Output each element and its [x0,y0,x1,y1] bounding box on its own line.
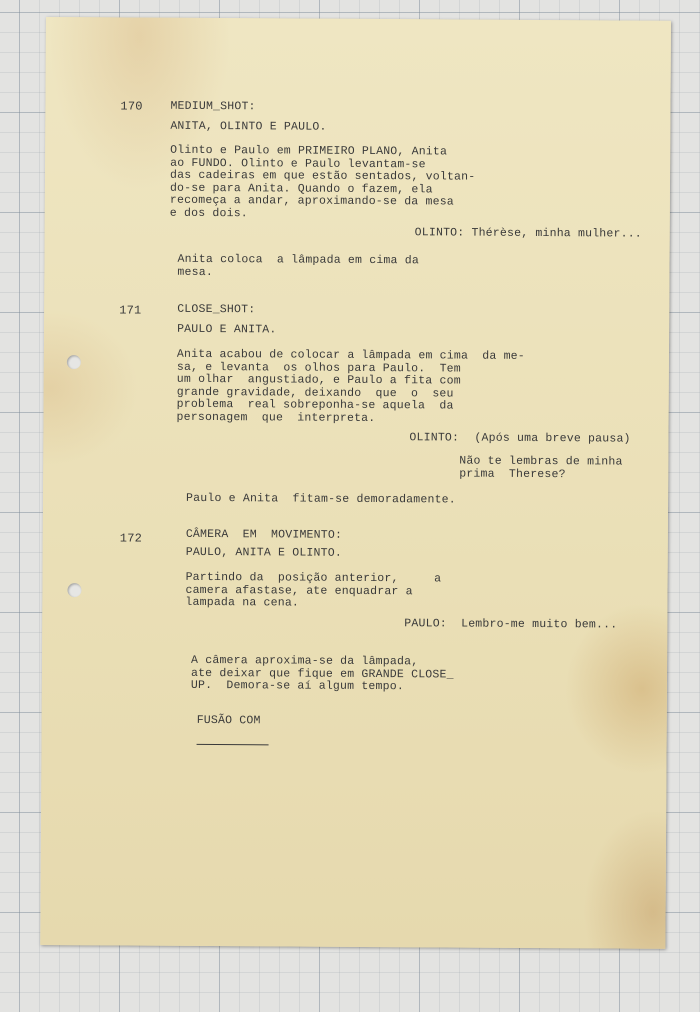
scene-characters-171: PAULO E ANITA. [177,322,277,337]
scene-action-172: Partindo da posição anterior, a camera afastase, ate enquadrar a lampada na cena. [185,570,442,610]
scene-action-172b: A câmera aproxima-se da lâmpada, ate deixar que fique em GRANDE CLOSE_ UP. Demora-se aí algum tempo. [190,653,454,694]
scene-heading-172: CÂMERA EM MOVIMENTO: [185,527,343,542]
dialogue-speaker-olinto-171: OLINTO: [409,431,460,445]
scene-action-170b: Anita coloca a lâmpada em cima da mesa. [177,252,420,279]
dialogue-olinto-171: Não te lembras de minha prima Therese? [459,454,623,481]
script-page [40,17,671,949]
scene-characters-172: PAULO, ANITA E OLINTO. [185,545,343,560]
parenthetical-171: (Após uma breve pausa) [474,431,631,446]
scene-number-170: 170 [120,99,143,114]
transition-fusao: FUSÃO COM [196,713,261,728]
scene-number-171: 171 [119,303,142,318]
punch-hole-bottom [67,583,81,597]
end-rule [197,744,269,745]
scene-heading-171: CLOSE_SHOT: [177,302,256,317]
dialogue-paulo-172: PAULO: Lembro-me muito bem... [404,617,618,632]
dialogue-olinto-170: OLINTO: Thérèse, minha mulher... [414,226,642,241]
scene-number-172: 172 [119,531,143,546]
scene-characters-170: ANITA, OLINTO E PAULO. [170,119,327,134]
punch-hole-top [67,355,81,369]
scene-action-171: Anita acabou de colocar a lâmpada em cima da me- sa, e levanta os olhos para Paulo. Tem um olhar angustiado, e Paulo a fita com grande gravidade, deixando que o seu problema real sobreponha-se aquela da personagem que interpreta. [176,347,525,425]
scene-action-171b: Paulo e Anita fitam-se demoradamente. [186,491,456,507]
scene-action-170: Olinto e Paulo em PRIMEIRO PLANO, Anita ao FUNDO. Olinto e Paulo levantam-se das cadeiras em que estão sentados, voltan- do-se para Anita. Quando o fazem, ela recomeça a andar, aproximando-se da mesa e dos dois. [169,143,476,221]
scene-heading-170: MEDIUM_SHOT: [170,99,256,114]
